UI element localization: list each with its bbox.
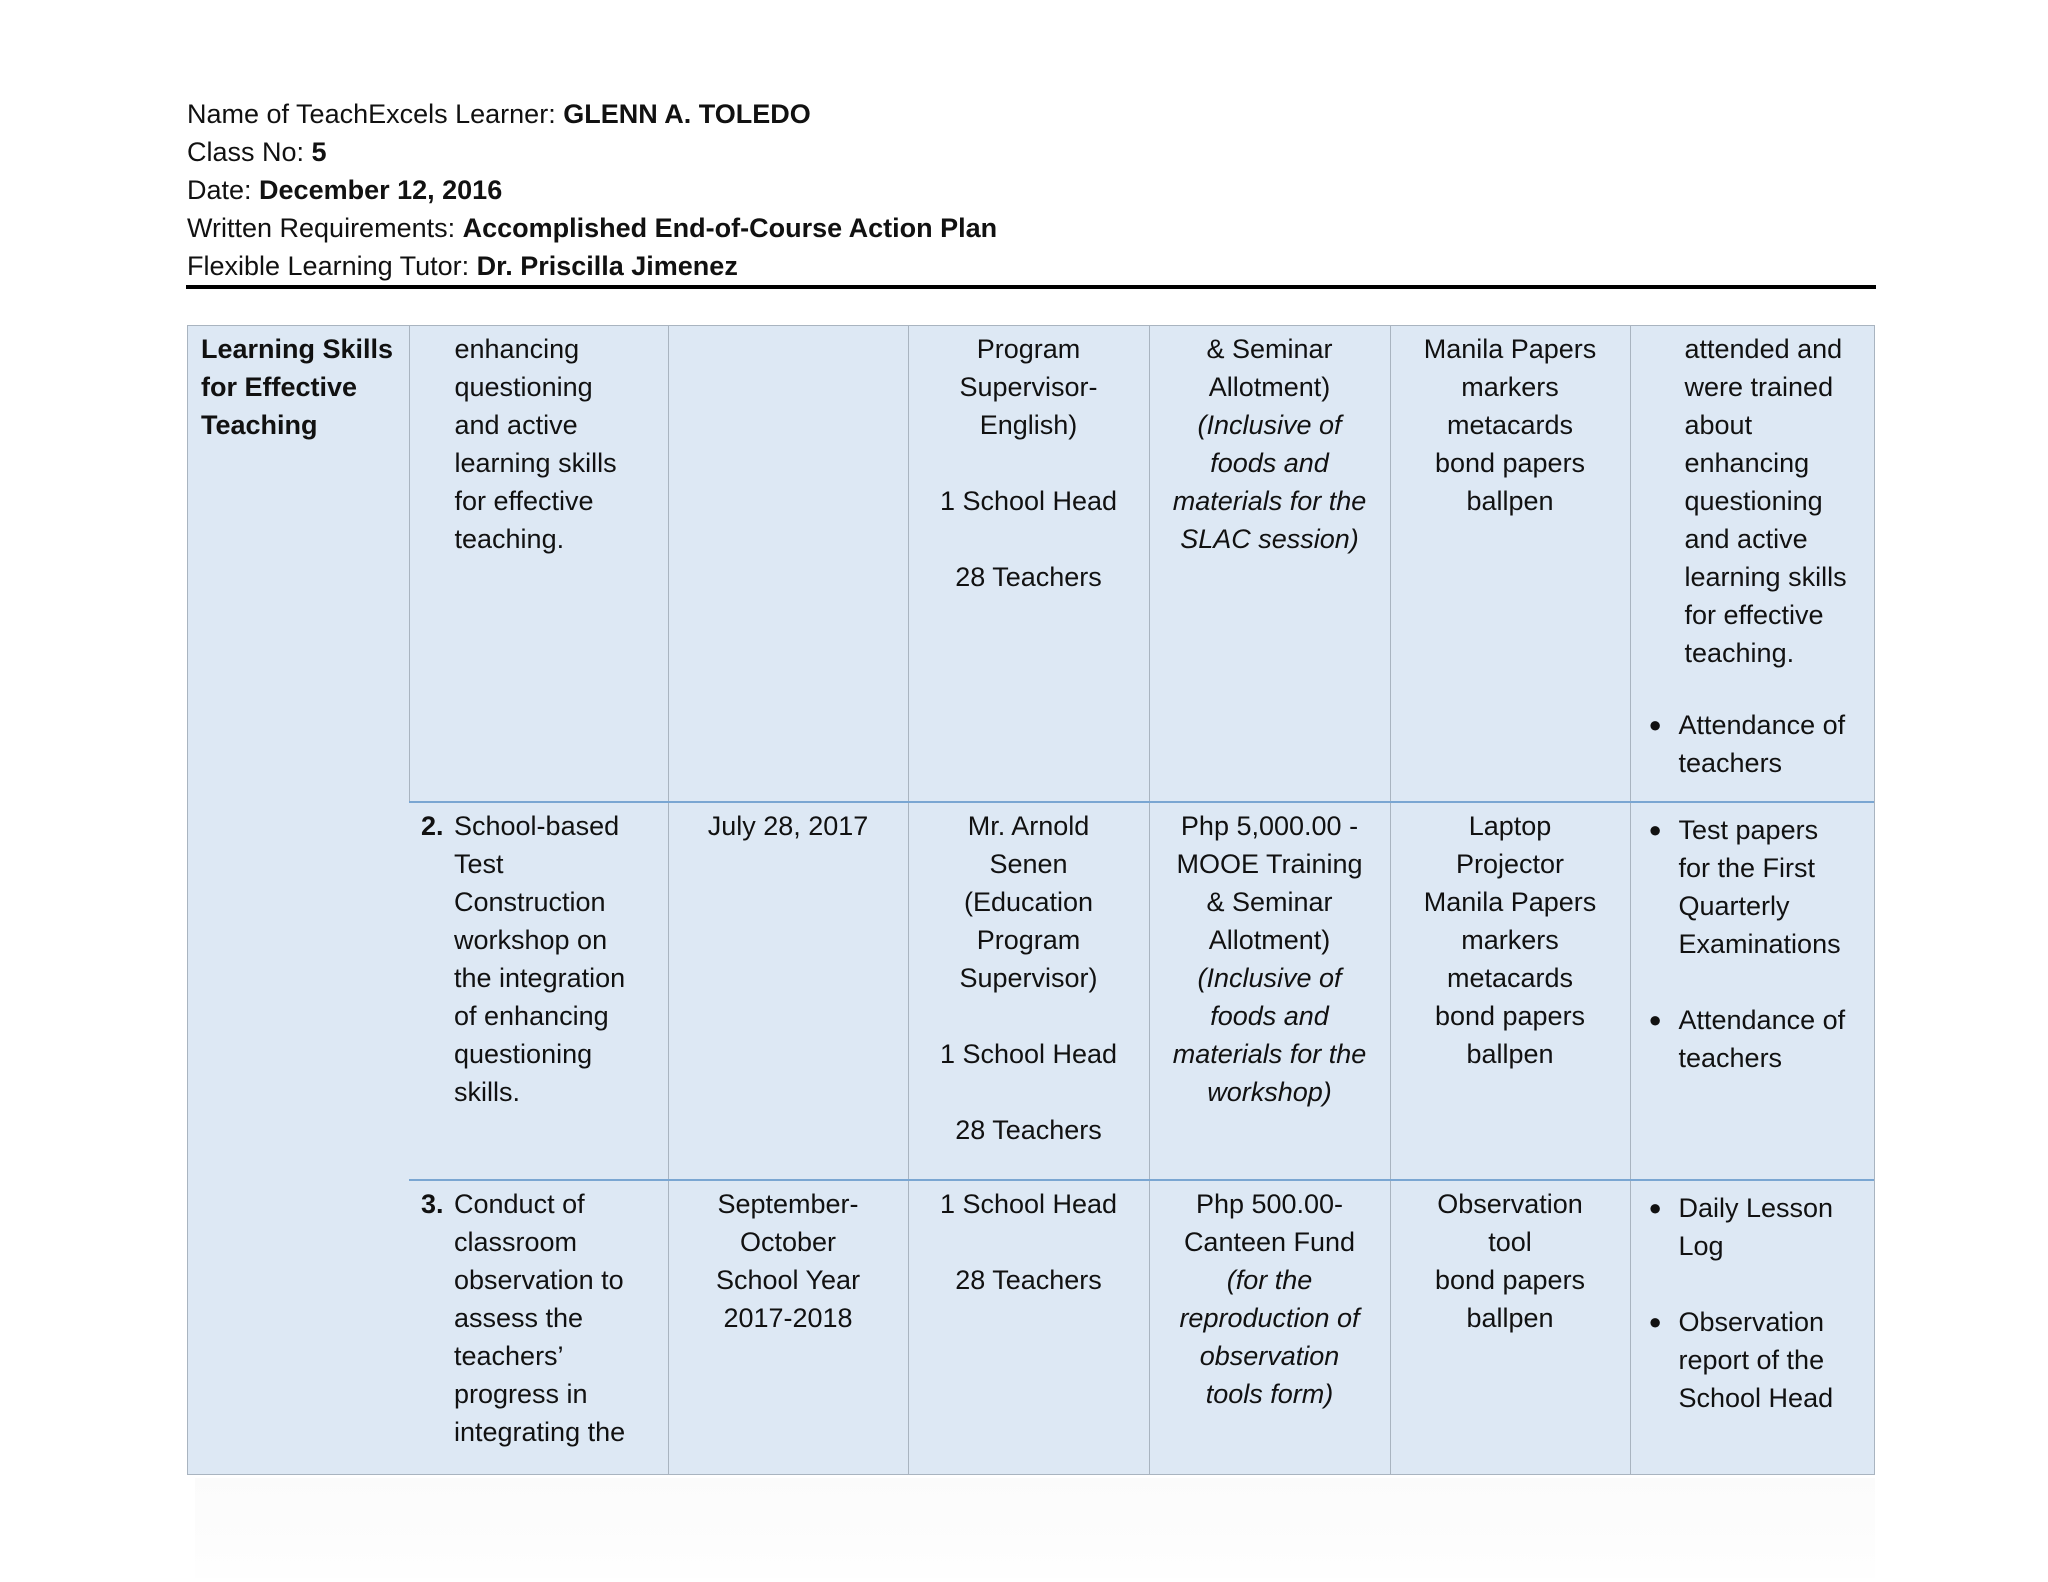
activity-line: progress in [454, 1379, 588, 1409]
persons-line [921, 520, 1137, 558]
table-row [188, 802, 1874, 1180]
resource-item: Manila Papers [1423, 334, 1597, 364]
resource-item: ballpen [1466, 1039, 1554, 1069]
persons-line [921, 997, 1137, 1035]
persons-line: Supervisor) [959, 963, 1098, 993]
budget-note-line: foods and [1210, 448, 1329, 478]
activity-line: teaching. [454, 524, 565, 554]
resource-item: Observation [1437, 1189, 1583, 1219]
requirements-value: Accomplished End-of-Course Action Plan [462, 213, 998, 243]
budget-note-line: SLAC session) [1180, 524, 1359, 554]
budget-note-line: materials for the [1172, 1039, 1367, 1069]
persons-line: 28 Teachers [955, 562, 1102, 592]
list-item [1643, 1303, 1863, 1417]
outcome-bullet-line: Daily Lesson [1678, 1193, 1834, 1223]
resources-cell [1390, 802, 1630, 1180]
outcome-bullet-text [1679, 706, 1846, 782]
learner-name: GLENN A. TOLEDO [563, 99, 811, 129]
resource-item: ballpen [1466, 1303, 1554, 1333]
outcome-list [1643, 811, 1863, 1077]
timeframe-cell [668, 1180, 908, 1474]
outcome-line: and active [1684, 524, 1808, 554]
budget-cell [1149, 326, 1390, 802]
resource-item: Projector [1455, 849, 1565, 879]
resource-item: bond papers [1434, 448, 1586, 478]
tutor-label: Flexible Learning Tutor: [187, 251, 477, 281]
bullet-icon: ● [1648, 712, 1662, 737]
outcome-bullet-line: Observation [1678, 1307, 1825, 1337]
persons-line: 1 School Head [939, 1189, 1118, 1219]
activity-line: workshop on [454, 925, 608, 955]
class-line [187, 133, 1877, 171]
activity-line: assess the [454, 1303, 584, 1333]
activity-cell [409, 1180, 668, 1474]
activity-line: the integration [454, 963, 626, 993]
date-value: December 12, 2016 [259, 175, 503, 205]
list-item [1643, 706, 1863, 782]
outcome-bullet-line: School Head [1678, 1383, 1834, 1413]
activity-line: Test [454, 849, 504, 879]
persons-line: Program [976, 925, 1081, 955]
budget-line: Allotment) [1208, 372, 1331, 402]
activity-text [454, 1185, 656, 1451]
persons-cell [908, 1180, 1149, 1474]
date-line [187, 171, 1877, 209]
outcome-line: learning skills [1684, 562, 1847, 592]
area-line: Teaching [201, 410, 318, 440]
activity-line: enhancing [454, 334, 580, 364]
outcome-cell [1630, 1180, 1874, 1474]
outcome-cell [1630, 802, 1874, 1180]
activity-line: teachers’ [454, 1341, 564, 1371]
activity-text [454, 807, 656, 1111]
resource-item: metacards [1446, 410, 1574, 440]
persons-line [921, 444, 1137, 482]
persons-line [921, 1073, 1137, 1111]
area-cell [188, 326, 409, 1474]
budget-cell [1149, 1180, 1390, 1474]
budget-note-line: workshop) [1207, 1077, 1332, 1107]
action-plan-table [187, 325, 1875, 1475]
class-label: Class No: [187, 137, 312, 167]
resource-item: markers [1461, 925, 1559, 955]
outcome-cell [1630, 326, 1874, 802]
outcome-bullet-line: Examinations [1678, 929, 1841, 959]
activity-line: integrating the [454, 1417, 626, 1447]
resource-item: Manila Papers [1423, 887, 1597, 917]
outcome-bullet-line: teachers [1678, 1043, 1783, 1073]
table-row [188, 326, 1874, 802]
tutor-line [187, 247, 1877, 285]
outcome-bullet-line: teachers [1678, 748, 1783, 778]
bullet-icon: ● [1648, 1007, 1662, 1032]
outcome-line: teaching. [1684, 638, 1795, 668]
outcome-bullet-text [1679, 1189, 1834, 1265]
budget-line: & Seminar [1206, 887, 1333, 917]
persons-line: 1 School Head [939, 1039, 1118, 1069]
resource-item: bond papers [1434, 1001, 1586, 1031]
activity-line: Construction [454, 887, 606, 917]
outcome-bullet-line: Attendance of [1678, 1005, 1846, 1035]
persons-line: (Education [963, 887, 1094, 917]
outcome-list [1643, 706, 1863, 782]
resources-cell [1390, 1180, 1630, 1474]
table-row [188, 1180, 1874, 1474]
activity-line: learning skills [454, 448, 617, 478]
requirements-line [187, 209, 1877, 247]
bullet-icon: ● [1648, 1195, 1662, 1220]
activity-line: observation to [454, 1265, 624, 1295]
timeframe-line: September- [717, 1189, 859, 1219]
activity-line: of enhancing [454, 1001, 609, 1031]
budget-line: & Seminar [1206, 334, 1333, 364]
document-header [187, 95, 1877, 285]
resource-item: markers [1461, 372, 1559, 402]
timeframe-line: 2017-2018 [723, 1303, 853, 1333]
outcome-bullet-text [1679, 811, 1841, 963]
outcome-line: were trained [1684, 372, 1834, 402]
persons-line: Senen [989, 849, 1068, 879]
activity-item [421, 1185, 656, 1451]
area-line: for Effective [201, 372, 358, 402]
outcome-line: enhancing [1684, 448, 1810, 478]
page-bottom-shade [195, 1478, 1875, 1578]
timeframe-line: October [739, 1227, 837, 1257]
persons-cell [908, 802, 1149, 1180]
activity-cell [409, 802, 668, 1180]
persons-line: Program [976, 334, 1081, 364]
persons-line: English) [979, 410, 1078, 440]
timeframe-text: July 28, 2017 [707, 811, 869, 841]
learner-label: Name of TeachExcels Learner: [187, 99, 564, 129]
bullet-icon: ● [1648, 817, 1662, 842]
persons-line: Supervisor- [959, 372, 1098, 402]
header-divider [186, 285, 1876, 289]
tutor-name: Dr. Priscilla Jimenez [476, 251, 738, 281]
list-item [1643, 811, 1863, 963]
budget-line: Canteen Fund [1183, 1227, 1356, 1257]
resource-item: bond papers [1434, 1265, 1586, 1295]
activity-line: and active [454, 410, 578, 440]
bullet-icon: ● [1648, 1309, 1662, 1334]
area-line: Learning Skills [201, 334, 394, 364]
activity-line: for effective [454, 486, 594, 516]
activity-cell [409, 326, 668, 802]
outcome-bullet-line: Log [1678, 1231, 1724, 1261]
persons-line: 28 Teachers [955, 1115, 1102, 1145]
timeframe-cell [668, 802, 908, 1180]
activity-number: 3. [421, 1189, 444, 1219]
list-item [1643, 1001, 1863, 1077]
outcome-bullet-line: Quarterly [1678, 891, 1790, 921]
outcome-list [1643, 1189, 1863, 1417]
outcome-line: about [1684, 410, 1753, 440]
date-label: Date: [187, 175, 260, 205]
resources-cell [1390, 326, 1630, 802]
activity-number: 2. [421, 811, 444, 841]
list-item [1643, 1189, 1863, 1265]
persons-cell [908, 326, 1149, 802]
outcome-bullet-line: Test papers [1678, 815, 1819, 845]
outcome-line: questioning [1684, 486, 1823, 516]
budget-note-line: (Inclusive of [1197, 963, 1342, 993]
persons-line [921, 1223, 1137, 1261]
action-plan-grid [188, 326, 1874, 1474]
persons-line: Mr. Arnold [967, 811, 1090, 841]
activity-line: questioning [454, 1039, 593, 1069]
activity-item [421, 807, 656, 1111]
resource-item: tool [1488, 1227, 1532, 1257]
outcome-bullet-text [1679, 1001, 1846, 1077]
outcome-bullet-line: for the First [1678, 853, 1816, 883]
class-number: 5 [311, 137, 327, 167]
activity-line: skills. [454, 1077, 520, 1107]
budget-line: Php 500.00- [1195, 1189, 1344, 1219]
budget-note-line: materials for the [1172, 486, 1367, 516]
budget-line: Allotment) [1208, 925, 1331, 955]
timeframe-line: School Year [715, 1265, 861, 1295]
persons-line: 28 Teachers [955, 1265, 1102, 1295]
outcome-line: attended and [1684, 334, 1843, 364]
outcome-bullet-line: Attendance of [1678, 710, 1846, 740]
resource-item: ballpen [1466, 486, 1554, 516]
requirements-label: Written Requirements: [187, 213, 463, 243]
budget-cell [1149, 802, 1390, 1180]
budget-line: Php 5,000.00 - [1180, 811, 1359, 841]
budget-note-line: reproduction of [1179, 1303, 1360, 1333]
activity-line: Conduct of [454, 1189, 585, 1219]
outcome-bullet-text [1679, 1303, 1834, 1417]
budget-note-line: (for the [1226, 1265, 1313, 1295]
budget-note-line: observation [1199, 1341, 1340, 1371]
budget-note-line: (Inclusive of [1197, 410, 1342, 440]
outcome-bullet-line: report of the [1678, 1345, 1825, 1375]
persons-line: 1 School Head [939, 486, 1118, 516]
outcome-line: for effective [1684, 600, 1824, 630]
budget-line: MOOE Training [1176, 849, 1363, 879]
learner-line [187, 95, 1877, 133]
resource-item: Laptop [1468, 811, 1552, 841]
resource-item: metacards [1446, 963, 1574, 993]
timeframe-cell [668, 326, 908, 802]
activity-line: questioning [454, 372, 593, 402]
budget-note-line: tools form) [1205, 1379, 1334, 1409]
activity-line: classroom [454, 1227, 578, 1257]
budget-note-line: foods and [1210, 1001, 1329, 1031]
activity-line: School-based [454, 811, 620, 841]
